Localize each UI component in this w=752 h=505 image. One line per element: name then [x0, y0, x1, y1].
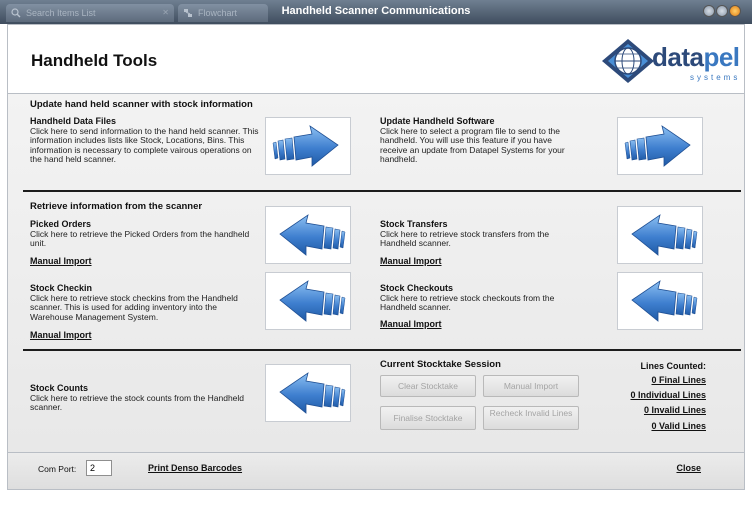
stock-checkin-block	[30, 284, 260, 322]
stock-transfers-block	[380, 220, 580, 249]
stock-checkouts-manual-import-link[interactable]: Manual Import	[380, 319, 442, 329]
stock-checkouts-title: Stock Checkouts	[380, 283, 454, 293]
stock-transfers-description: Click here to retrieve stock transfers from the Handheld scanner.	[380, 228, 550, 248]
arrow-left-icon	[618, 207, 704, 265]
update-software-block	[380, 117, 580, 165]
arrow-right-icon	[266, 118, 352, 176]
footer-bar	[7, 452, 745, 490]
update-software-title: Update Handheld Software	[380, 116, 495, 126]
finalise-stocktake-button[interactable]: Finalise Stocktake	[380, 406, 476, 430]
clear-stocktake-button[interactable]: Clear Stocktake	[380, 375, 476, 397]
arrow-left-icon	[266, 365, 352, 423]
picked-orders-block	[30, 220, 255, 249]
window-title: Handheld Scanner Communications	[281, 5, 471, 17]
arrow-right-icon	[618, 118, 704, 176]
main-panel	[7, 94, 745, 452]
final-lines-link[interactable]: 0 Final Lines	[651, 375, 706, 385]
stock-transfers-manual-import-link[interactable]: Manual Import	[380, 256, 442, 266]
update-software-description: Click here to select a program file to send to the handheld. You will use this feature if you have receive an update from Datapel Systems for your handheld.	[380, 125, 565, 164]
stock-counts-title: Stock Counts	[30, 383, 89, 393]
stock-checkouts-description: Click here to retrieve stock checkouts from the Handheld scanner.	[380, 292, 555, 312]
retrieve-stock-checkouts-button[interactable]	[617, 272, 703, 330]
section-divider	[23, 190, 741, 192]
handheld-data-files-block	[30, 117, 260, 165]
globe-logo-icon	[598, 33, 658, 87]
recheck-invalid-lines-button[interactable]: Recheck Invalid Lines	[483, 406, 579, 430]
send-data-files-button[interactable]	[265, 117, 351, 175]
handheld-data-files-title: Handheld Data Files	[30, 116, 117, 126]
update-section-heading: Update hand held scanner with stock information	[30, 99, 253, 110]
update-software-button[interactable]	[617, 117, 703, 175]
tab-label: Flowchart	[198, 8, 238, 18]
arrow-left-icon	[266, 273, 352, 331]
retrieve-picked-orders-button[interactable]	[265, 206, 351, 264]
lines-counted-heading: Lines Counted:	[640, 361, 706, 371]
handheld-data-files-description: Click here to send information to the hand held scanner. This information includes lists like Stock, Locations, Bins. This information is necessary to complete vairous operations on the hand held scanner.	[30, 125, 259, 164]
stock-checkin-manual-import-link[interactable]: Manual Import	[30, 330, 92, 340]
manual-import-button[interactable]: Manual Import	[483, 375, 579, 397]
tab-label: Search Items List	[26, 8, 96, 18]
minimize-button[interactable]	[703, 5, 715, 17]
individual-lines-link[interactable]: 0 Individual Lines	[630, 390, 706, 400]
arrow-left-icon	[618, 273, 704, 331]
title-bar	[0, 0, 752, 24]
retrieve-stock-transfers-button[interactable]	[617, 206, 703, 264]
datapel-logo	[598, 33, 741, 87]
stock-checkouts-block	[380, 284, 580, 313]
stock-transfers-title: Stock Transfers	[380, 219, 448, 229]
com-port-label: Com Port:	[38, 464, 77, 474]
picked-orders-description: Click here to retrieve the Picked Orders from the handheld unit.	[30, 228, 250, 248]
com-port-input[interactable]	[86, 460, 112, 476]
arrow-left-icon	[266, 207, 352, 265]
section-divider	[23, 349, 741, 351]
retrieve-section-heading: Retrieve information from the scanner	[30, 201, 203, 212]
maximize-button[interactable]	[716, 5, 728, 17]
header-panel	[7, 24, 745, 94]
stock-checkin-title: Stock Checkin	[30, 283, 93, 293]
valid-lines-link[interactable]: 0 Valid Lines	[651, 421, 706, 431]
page-title: Handheld Tools	[31, 51, 158, 70]
invalid-lines-link[interactable]: 0 Invalid Lines	[643, 405, 706, 415]
logo-subtitle: systems	[690, 73, 741, 82]
retrieve-stock-counts-button[interactable]	[265, 364, 351, 422]
stock-counts-description: Click here to retrieve the stock counts from the Handheld scanner.	[30, 392, 245, 412]
logo-wordmark: datapel	[652, 42, 740, 72]
stock-checkin-description: Click here to retrieve stock checkins from the Handheld scanner. This is used for adding inventory into the Warehouse Management System.	[30, 292, 238, 322]
picked-orders-manual-import-link[interactable]: Manual Import	[30, 256, 92, 266]
close-window-button[interactable]	[729, 5, 741, 17]
close-link[interactable]: Close	[676, 463, 701, 473]
picked-orders-title: Picked Orders	[30, 219, 92, 229]
print-denso-barcodes-link[interactable]: Print Denso Barcodes	[148, 463, 243, 473]
stocktake-session-heading: Current Stocktake Session	[380, 359, 501, 370]
close-tab-icon[interactable]: ✕	[162, 8, 169, 17]
retrieve-stock-checkin-button[interactable]	[265, 272, 351, 330]
stock-counts-block	[30, 384, 255, 413]
